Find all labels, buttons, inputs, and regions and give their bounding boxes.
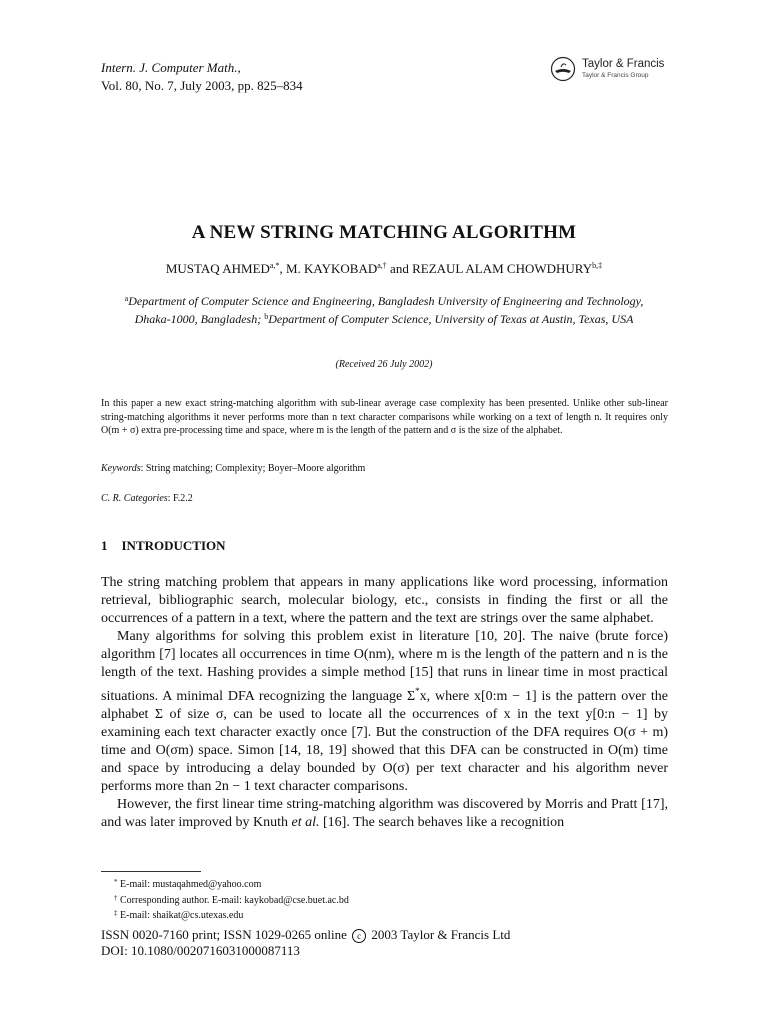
journal-name: Intern. J. Computer Math., bbox=[101, 60, 241, 75]
footnote-mark: † bbox=[114, 893, 118, 902]
paragraph-text: However, the first linear time string-matching algorithm was discovered by Morris and Pratt [17], and was later improved by Knuth bbox=[101, 797, 668, 830]
author-separator: , bbox=[279, 261, 286, 276]
publisher-logo bbox=[549, 56, 679, 84]
affiliation-mark: b bbox=[264, 312, 269, 321]
footnote-rule bbox=[101, 871, 201, 872]
affiliation-a: Department of Computer Science and Engineering, Bangladesh University of Engineering and Technology, Dhaka-1000, Bangladesh; bbox=[128, 294, 644, 326]
footnote-text: Corresponding author. E-mail: kaykobad@cse.buet.ac.bd bbox=[117, 894, 349, 906]
paragraph: The string matching problem that appears in many applications like word processing, information retrieval, bibliographic search, molecular biology, etc., consists in finding the first or all the occurrences of a pattern in a text, where the pattern and the text are strings over the same alphabet. bbox=[101, 575, 668, 626]
cr-categories-label: C. R. Categories bbox=[101, 493, 168, 504]
paragraph bbox=[101, 628, 668, 796]
affiliations bbox=[110, 291, 658, 327]
abstract: In this paper a new exact string-matching algorithm with sub-linear average case complexity has been presented. Unlike other sub-linear string-matching algorithms it never performs more than n text character comparisons while working on a text of length n. It requires only O(m + σ) extra pre-processing time and space, where m is the length of the pattern and σ is the size of the alphabet. bbox=[101, 398, 668, 436]
section-heading bbox=[101, 538, 226, 554]
author-name: M. KAYKOBAD bbox=[285, 261, 378, 276]
et-al: et al. bbox=[291, 815, 320, 830]
cr-categories-text: : F.2.2 bbox=[167, 493, 193, 504]
paragraph-text: x, where x[0:m − 1] is the pattern over the alphabet Σ of size σ, can be used to locate all the occurrences of x in the text y[0:n − 1] by examining each text character exactly once [7]. But the construction of the DFA requires O(σ + m) time and O(σm) space. Simon [14, 18, 19] showed that this DFA can be constructed in O(m) time and space by introducing a delay bounded by O(σ) per text character and his algorithm never performs more than 2n − 1 text character comparisons. bbox=[101, 689, 668, 794]
paragraph-text: [16]. The search behaves like a recognition bbox=[319, 815, 565, 830]
keywords-label: Keywords bbox=[101, 463, 141, 474]
author-list bbox=[0, 261, 768, 277]
footnote-text: E-mail: shaikat@cs.utexas.edu bbox=[117, 910, 244, 921]
footnote-mark: ‡ bbox=[114, 909, 118, 917]
author-mark: a,* bbox=[269, 261, 280, 270]
author-separator: and bbox=[386, 261, 413, 276]
paragraph-text: Many algorithms for solving this problem exist in literature [10, 20]. The naive (brute force) algorithm [7] locates all occurrences in time O(nm), where m is the length of the pattern and n is the length of the text. Hashing provides a simple method [15] that runs in linear time in most practical situations. A minimal DFA recognizing the language Σ bbox=[101, 629, 668, 704]
keywords-text: : String matching; Complexity; Boyer–Moore algorithm bbox=[140, 463, 366, 474]
footnote bbox=[114, 907, 349, 923]
affiliation-b: Department of Computer Science, University of Texas at Austin, Texas, USA bbox=[268, 312, 634, 326]
issn-block bbox=[101, 927, 510, 959]
publisher-group: Taylor & Francis Group bbox=[582, 72, 649, 79]
received-date: (Received 26 July 2002) bbox=[335, 359, 433, 370]
keywords bbox=[101, 463, 365, 474]
author-name: MUSTAQ AHMED bbox=[165, 261, 270, 276]
publisher-name: Taylor & Francis bbox=[582, 58, 665, 70]
doi-line: DOI: 10.1080/0020716031000087113 bbox=[101, 943, 300, 958]
footnote-text: E-mail: mustaqahmed@yahoo.com bbox=[117, 879, 262, 890]
footnote bbox=[114, 892, 349, 908]
journal-header bbox=[101, 59, 303, 95]
section-title: INTRODUCTION bbox=[121, 538, 226, 553]
section-number: 1 bbox=[101, 538, 108, 553]
author-name: REZAUL ALAM CHOWDHURY bbox=[412, 261, 593, 276]
footnotes bbox=[114, 876, 349, 923]
author-mark: a,† bbox=[377, 261, 387, 270]
cr-categories bbox=[101, 493, 193, 504]
paragraph bbox=[101, 796, 668, 832]
paper-title: A NEW STRING MATCHING ALGORITHM bbox=[191, 222, 577, 243]
body-text bbox=[101, 574, 668, 832]
copyright-text: 2003 Taylor & Francis Ltd bbox=[368, 927, 511, 942]
affiliation-mark: a bbox=[124, 294, 129, 303]
copyright-icon: c bbox=[352, 929, 366, 943]
footnote bbox=[114, 876, 349, 892]
footnote-mark: * bbox=[114, 878, 118, 886]
issn-text: ISSN 0020-7160 print; ISSN 1029-0265 online bbox=[101, 927, 351, 942]
author-mark: b,‡ bbox=[592, 261, 603, 270]
lamp-icon bbox=[549, 56, 577, 82]
issn-line bbox=[101, 927, 510, 943]
journal-volume: Vol. 80, No. 7, July 2003, pp. 825–834 bbox=[101, 78, 303, 93]
kleene-star: * bbox=[415, 686, 420, 696]
